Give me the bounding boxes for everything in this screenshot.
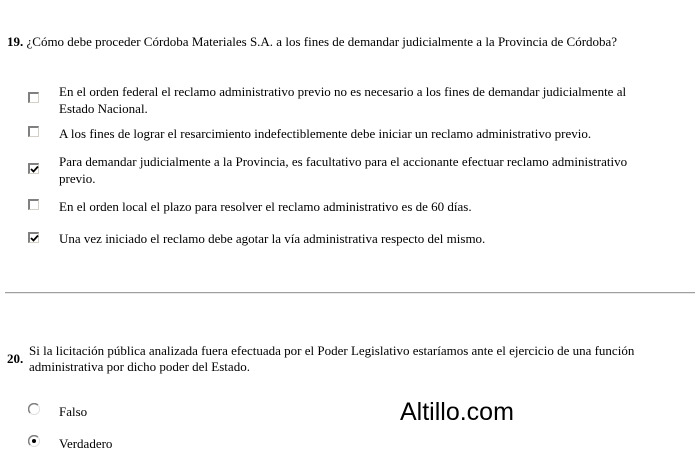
- checkmark-icon: [30, 165, 39, 174]
- checkbox-checked[interactable]: [28, 232, 39, 243]
- checkmark-icon: [30, 234, 39, 243]
- option-label: En el orden local el plazo para resolver el reclamo administrativo es de 60 días.: [59, 199, 472, 214]
- option-label: En el orden federal el reclamo administrativo previo no es necesario a los fines de demandar judicialmente al: [59, 84, 627, 99]
- option-label: Para demandar judicialmente a la Provincia, es facultativo para el accionante efectuar reclamo administrativo: [59, 154, 628, 169]
- question-19-text: ¿Cómo debe proceder Córdoba Materiales S.A. a los fines de demandar judicialmente a la Provincia de Córdoba?: [26, 34, 618, 49]
- checkbox[interactable]: [28, 199, 39, 210]
- question-20-line: Si la licitación pública analizada fuera efectuada por el Poder Legislativo estaríamos ante el ejercicio de una función: [29, 343, 635, 358]
- question-20-line: administrativa por dicho poder del Estado.: [29, 359, 250, 374]
- option-label-cont: previo.: [59, 171, 96, 186]
- checkbox[interactable]: [28, 126, 39, 137]
- section-divider: [5, 292, 695, 294]
- option-label: A los fines de lograr el resarcimiento indefectiblemente debe iniciar un reclamo administrativo previo.: [59, 126, 592, 141]
- radio-button-selected[interactable]: [28, 435, 40, 447]
- question-20-number: 20.: [7, 351, 24, 366]
- option-label-cont: Estado Nacional.: [59, 101, 148, 116]
- watermark-text: Altillo.com: [400, 398, 514, 426]
- checkbox[interactable]: [28, 92, 39, 103]
- question-19-heading: [7, 34, 617, 50]
- radio-button[interactable]: [28, 403, 40, 415]
- question-19-number: 19.: [7, 34, 24, 49]
- option-label: Una vez iniciado el reclamo debe agotar la vía administrativa respecto del mismo.: [59, 231, 486, 246]
- checkbox-checked[interactable]: [28, 163, 39, 174]
- question-20-text: [29, 343, 689, 375]
- option-label: Falso: [59, 404, 88, 419]
- option-label: Verdadero: [59, 436, 113, 451]
